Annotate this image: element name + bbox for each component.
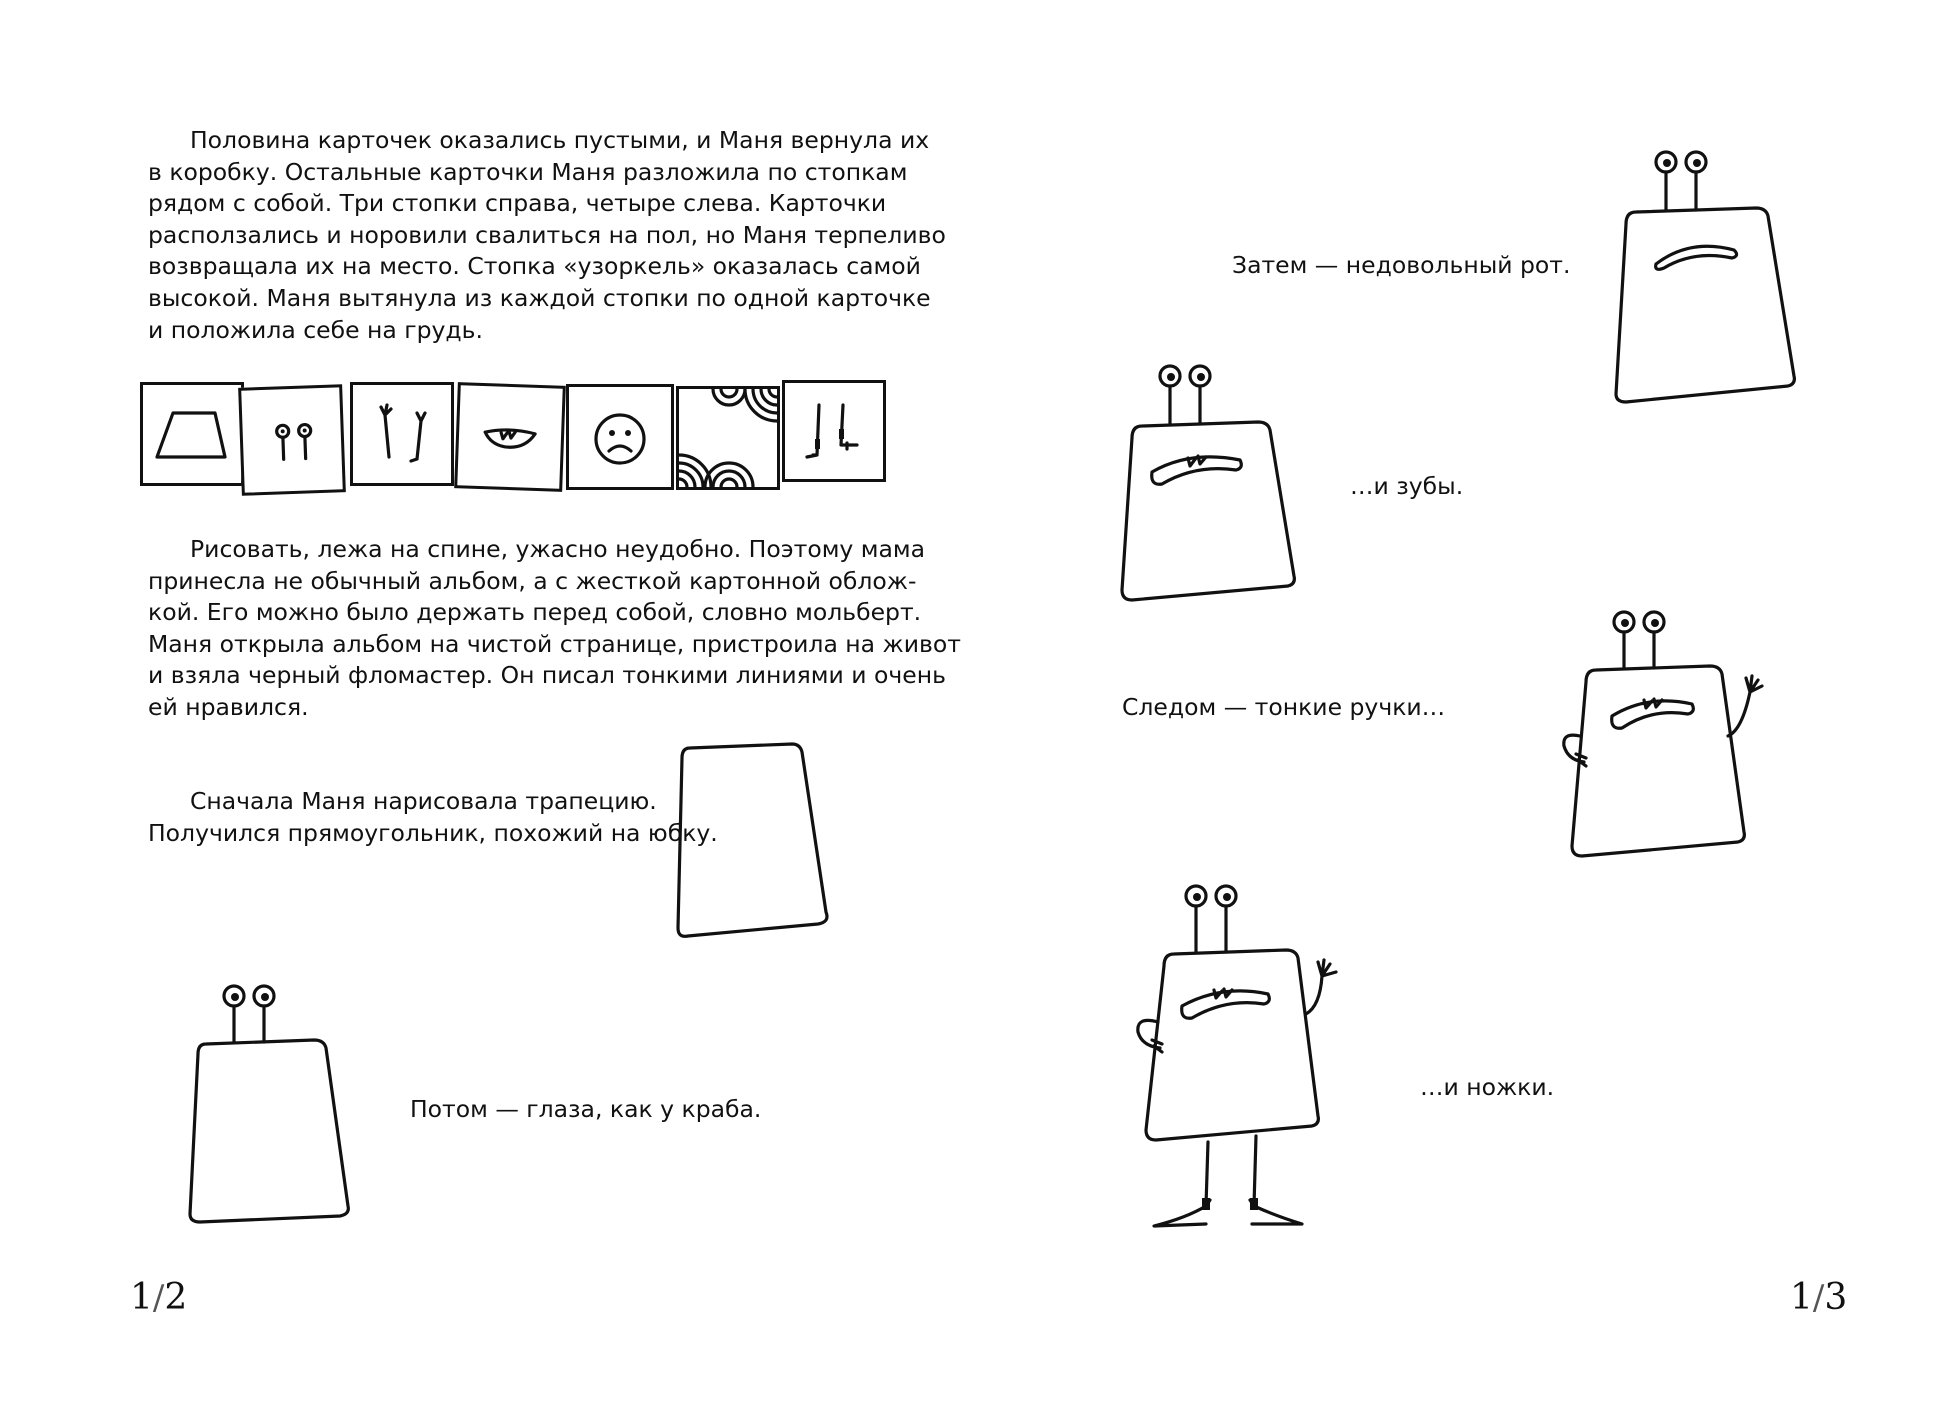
text-line: Получился прямоугольник, похожий на юбку. <box>148 818 718 847</box>
text-line: ей нравился. <box>148 692 309 721</box>
text-line: высокой. Маня вытянула из каждой стопки по одной карточке <box>148 283 931 312</box>
card-pattern <box>676 386 780 490</box>
teeth-figure <box>1110 360 1310 610</box>
card-eyes <box>238 384 346 496</box>
card-sad-face <box>566 384 674 490</box>
caption-eyes: Потом — глаза, как у краба. <box>410 1095 762 1123</box>
sad-face-icon <box>569 387 671 487</box>
text-line: Половина карточек оказались пустыми, и Маня вернула их <box>190 126 930 154</box>
text-line: Маня открыла альбом на чистой странице, пристроила на живот <box>148 629 961 658</box>
eyes-figure <box>180 978 360 1238</box>
paragraph-album <box>148 534 961 724</box>
page-number-left <box>130 1277 188 1318</box>
text-line: Рисовать, лежа на спине, ужасно неудобно. Поэтому мама <box>190 535 926 563</box>
text-line: принесла не обычный альбом, а с жесткой картонной облож- <box>148 566 917 595</box>
text-line: Сначала Маня нарисовала трапецию. <box>190 787 657 815</box>
text-line: в коробку. Остальные карточки Маня разложила по стопкам <box>148 157 908 186</box>
caption-legs: …и ножки. <box>1420 1073 1555 1101</box>
text-line: рядом с собой. Три стопки справа, четыре слева. Карточки <box>148 189 887 218</box>
caption-mouth: Затем — недовольный рот. <box>1232 251 1571 279</box>
page-number-digit: 1 <box>130 1277 153 1318</box>
trapezoid-icon <box>143 385 241 483</box>
arms-figure <box>1552 606 1782 866</box>
caption-teeth: …и зубы. <box>1350 472 1464 500</box>
pattern-icon <box>679 389 777 487</box>
eyes-icon <box>241 387 343 492</box>
card-legs <box>782 380 886 482</box>
page-number-divider: / <box>152 1278 165 1318</box>
page-number-digit: 2 <box>164 1277 188 1318</box>
trapezoid-drawing <box>668 738 868 948</box>
caption-arms: Следом — тонкие ручки… <box>1122 693 1446 721</box>
legs-figure <box>1126 880 1386 1240</box>
text-line: и положила себе на грудь. <box>148 315 483 344</box>
page-number-right <box>1790 1277 1848 1318</box>
page-number-divider: / <box>1812 1278 1825 1318</box>
card-trapezoid <box>140 382 244 486</box>
text-line: кой. Его можно было держать перед собой, словно мольберт. <box>148 598 922 627</box>
teeth-mouth-icon <box>457 385 562 488</box>
page-number-digit: 3 <box>1824 1277 1848 1318</box>
mouth-figure <box>1600 146 1800 416</box>
paragraph-trapezoid <box>148 786 718 849</box>
text-line: и взяла черный фломастер. Он писал тонкими линиями и очень <box>148 661 946 690</box>
card-mouth <box>454 382 566 492</box>
paragraph-cards <box>148 125 946 346</box>
page-number-digit: 1 <box>1790 1277 1813 1318</box>
text-line: расползались и норовили свалиться на пол, но Маня терпеливо <box>148 220 946 249</box>
legs-icon <box>785 383 883 479</box>
arms-icon <box>353 385 451 483</box>
text-line: возвращала их на место. Стопка «узоркель» оказалась самой <box>148 252 921 281</box>
card-arms <box>350 382 454 486</box>
